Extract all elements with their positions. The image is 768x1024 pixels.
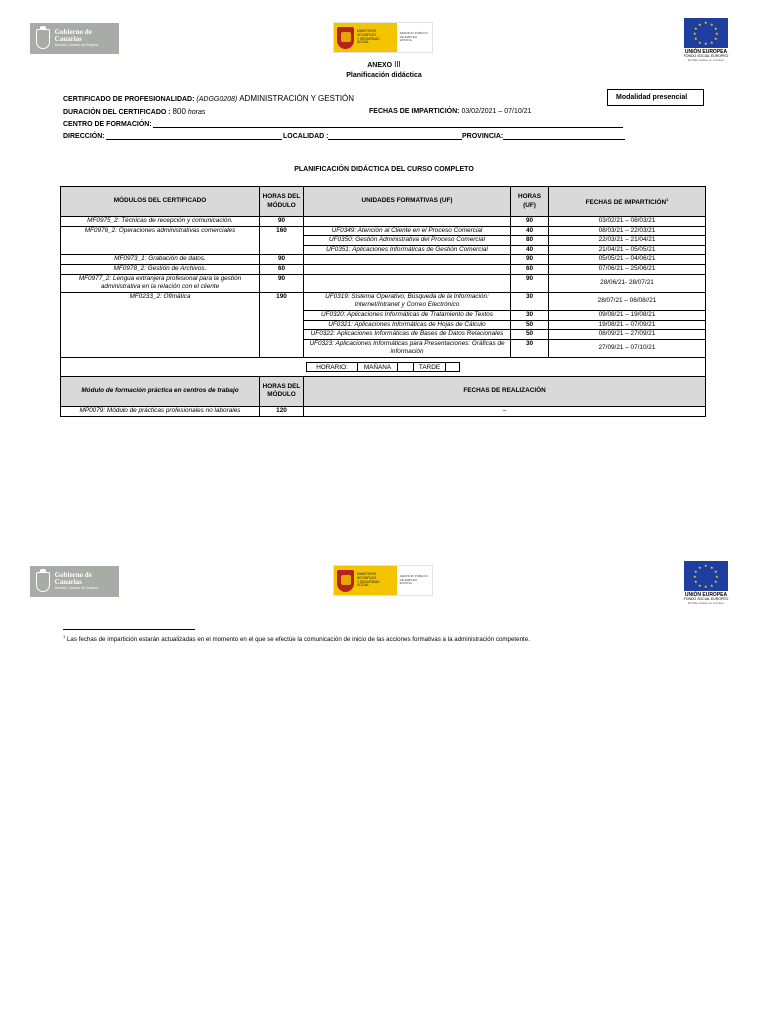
eu-logo-line-2: FONDO SOCIAL EUROPEO [683, 54, 729, 58]
eu-logo-line-1: UNIÓN EUROPEA [684, 592, 728, 598]
sepe-line-1: SERVICIO PÚBLICO [399, 31, 428, 36]
table-row [61, 217, 706, 227]
uf-cell: UF0323: Aplicaciones Informáticas para Presentaciones: Gráficas de información [304, 339, 511, 357]
modulo-cell: MF0975_2: Técnicas de recepción y comunicación. [61, 217, 260, 227]
header-uf: UNIDADES FORMATIVAS (UF) [304, 187, 511, 217]
practicas-horas-cell: 120 [260, 406, 304, 416]
union-europea-logo [683, 18, 729, 62]
horario-manana: MAÑANA [358, 362, 398, 372]
footnote-ref: 1 [666, 196, 669, 202]
horas-uf-cell: 60 [511, 264, 549, 274]
table-header-row [61, 187, 706, 217]
canarias-crest-icon [36, 572, 50, 592]
horario-label: HORARIO: [306, 362, 358, 372]
sepe-line-2: DE EMPLEO ESTATAL [399, 577, 418, 586]
uf-cell: UF0350: Gestión Administrativa del Proceso Comercial [304, 236, 511, 246]
fechas-cell: 19/08/21 – 07/09/21 [549, 320, 706, 330]
horas-modulo-cell: 90 [260, 274, 304, 292]
table-row [61, 264, 706, 274]
footnote-separator [63, 629, 195, 630]
table-row [61, 292, 706, 310]
eu-flag-icon: ★ ★ ★ ★ ★ ★ ★ ★ ★ ★ ★ ★ [684, 561, 728, 591]
header-horas-modulo: HORAS DEL MÓDULO [260, 187, 304, 217]
modulo-cell: MF0977_2: Lengua extranjera profesional para la gestión administrativa en la relación con el cliente [61, 274, 260, 292]
fechas-cell: 27/09/21 – 07/10/21 [549, 339, 706, 357]
uf-cell: UF0319: Sistema Operativo, Búsqueda de la Información: Internet/Intranet y Correo Electrónico [304, 292, 511, 310]
direccion-label: DIRECCIÓN: [63, 133, 105, 140]
localidad-label: LOCALIDAD : [283, 133, 329, 140]
uf-cell [304, 274, 511, 292]
ministerio-line-3: Y SEGURIDAD SOCIAL [356, 579, 380, 588]
annex-title-prefix: ANEXO [367, 62, 393, 69]
practicas-header-modulo: Módulo de formación práctica en centros de trabajo [61, 376, 260, 406]
table-row [61, 226, 706, 236]
horas-modulo-cell: 90 [260, 255, 304, 265]
practicas-header-row [61, 376, 706, 406]
practicas-header-fechas: FECHAS DE REALIZACIÓN [304, 376, 706, 406]
spain-coat-of-arms-icon [337, 570, 354, 592]
canarias-logo-subtitle: Servicio Canario de Empleo [54, 43, 99, 48]
practicas-header-horas: HORAS DEL MÓDULO [260, 376, 304, 406]
practicas-modulo-cell: MP0079: Módulo de prácticas profesionales no laborales [61, 406, 260, 416]
uf-cell [304, 217, 511, 227]
ministerio-line-2: DE EMPLEO [356, 32, 377, 37]
modulo-cell: MF0978_2: Gestión de Archivos. [61, 264, 260, 274]
modulo-cell: MF0976_2: Operaciones administrativas comerciales [61, 226, 260, 255]
fechas-cell: 28/07/21 – 06/08//21 [549, 292, 706, 310]
horas-uf-cell: 80 [511, 236, 549, 246]
fechas-line [369, 106, 532, 117]
horas-uf-cell: 40 [511, 245, 549, 255]
centro-label: CENTRO DE FORMACIÓN: [63, 121, 152, 128]
canarias-crest-icon [36, 29, 50, 49]
spain-coat-of-arms-icon [337, 27, 354, 49]
fechas-cell: 05/05/21 – 04/06/21 [549, 255, 706, 265]
ministerio-logo [333, 22, 433, 53]
duracion-value: 800 [172, 107, 186, 116]
horario-tarde-checkbox[interactable] [446, 362, 460, 372]
fechas-cell: 07/06/21 – 25/06/21 [549, 264, 706, 274]
gobierno-canarias-logo [30, 23, 119, 54]
eu-logo-line-1: UNIÓN EUROPEA [684, 49, 728, 55]
ministerio-line-2: DE EMPLEO [356, 575, 377, 580]
ministerio-line-1: MINISTERIO [356, 28, 377, 33]
eu-logo-line-2: FONDO SOCIAL EUROPEO [683, 597, 729, 601]
horas-modulo-cell: 160 [260, 226, 304, 255]
fechas-cell: 08/09/21 – 27/09/21 [549, 330, 706, 340]
practicas-fechas-cell: – [304, 406, 706, 416]
centro-field-line [153, 127, 623, 128]
fechas-cell: 03/02/21 – 08/03/21 [549, 217, 706, 227]
fechas-cell: 22/03/21 – 21/04/21 [549, 236, 706, 246]
horario-manana-checkbox[interactable] [398, 362, 414, 372]
footnote-mark: 1 [63, 634, 66, 639]
horas-modulo-cell: 90 [260, 217, 304, 227]
fechas-label: FECHAS DE IMPARTICIÓN: [369, 108, 460, 115]
modalidad-box: Modalidad presencial [607, 89, 704, 106]
horas-modulo-cell: 60 [260, 264, 304, 274]
horas-uf-cell: 50 [511, 320, 549, 330]
uf-cell [304, 264, 511, 274]
horario-cell [61, 357, 706, 376]
localidad-field-line [328, 139, 462, 140]
eu-flag-icon: ★ ★ ★ ★ ★ ★ ★ ★ ★ ★ ★ ★ [684, 18, 728, 48]
uf-cell: UF0349: Atención al Cliente en el Proceso Comercial [304, 226, 511, 236]
horas-uf-cell: 50 [511, 330, 549, 340]
cert-line [63, 93, 623, 105]
uf-cell: UF0351: Aplicaciones Informáticas de Gestión Comercial [304, 245, 511, 255]
cert-code: (ADGG0208) [196, 96, 238, 103]
horas-uf-cell: 30 [511, 292, 549, 310]
horas-uf-cell: 30 [511, 339, 549, 357]
horas-uf-cell: 90 [511, 217, 549, 227]
canarias-logo-subtitle: Servicio Canario de Empleo [54, 586, 99, 591]
fechas-value: 03/02/2021 – 07/10/21 [461, 108, 532, 115]
uf-cell [304, 255, 511, 265]
horas-uf-cell: 90 [511, 255, 549, 265]
gobierno-canarias-logo-footer [30, 566, 119, 597]
horario-row [61, 357, 706, 376]
cert-name: ADMINISTRACIÓN Y GESTIÓN [239, 94, 355, 103]
uf-cell: UF0321: Aplicaciones Informáticas de Hojas de Cálculo [304, 320, 511, 330]
horario-tarde: TARDE [414, 362, 446, 372]
eu-logo-line-3: El FSE invierte en tu futuro [688, 57, 724, 62]
direccion-field-line [106, 139, 282, 140]
provincia-label: PROVINCIA: [462, 133, 504, 140]
duracion-unit: horas [187, 109, 206, 116]
ministerio-line-3: Y SEGURIDAD SOCIAL [356, 36, 380, 45]
provincia-field-line [503, 139, 625, 140]
duracion-line [63, 106, 205, 118]
ministerio-logo-footer [333, 565, 433, 596]
table-row [61, 274, 706, 292]
ministerio-line-1: MINISTERIO [356, 571, 377, 576]
cert-label: CERTIFICADO DE PROFESIONALIDAD: [63, 96, 195, 103]
union-europea-logo-footer [683, 561, 729, 605]
horas-modulo-cell: 190 [260, 292, 304, 357]
header-fechas [549, 187, 706, 217]
header-fechas-label: FECHAS DE IMPARTICIÓN [585, 198, 667, 206]
horas-uf-cell: 90 [511, 274, 549, 292]
sepe-line-2: DE EMPLEO ESTATAL [399, 34, 418, 43]
horas-uf-cell: 30 [511, 310, 549, 320]
uf-cell: UF0320: Aplicaciones Informáticas de Tratamiento de Textos [304, 310, 511, 320]
header-modulos: MÓDULOS DEL CERTIFICADO [61, 187, 260, 217]
footnote [63, 634, 530, 643]
modulo-cell: MF0233_2: Ofimática [61, 292, 260, 357]
uf-cell: UF0322: Aplicaciones Informáticas de Bases de Datos Relacionales [304, 330, 511, 340]
horas-uf-cell: 40 [511, 226, 549, 236]
practicas-row [61, 406, 706, 416]
duracion-label: DURACIÓN DEL CERTIFICADO : [63, 109, 171, 116]
fechas-cell: 08/03/21 – 22/03/21 [549, 226, 706, 236]
fechas-cell: 21/04/21 – 05/05/21 [549, 245, 706, 255]
table-row [61, 255, 706, 265]
header-horas-uf: HORAS (UF) [511, 187, 549, 217]
footnote-text: Las fechas de impartición estarán actualizadas en el momento en el que se efectúe la comunicación de inicio de las acciones formativas a la administración competente. [66, 636, 530, 644]
modulo-cell: MF0973_1: Grabación de datos. [61, 255, 260, 265]
section-title: PLANIFICACIÓN DIDÁCTICA DEL CURSO COMPLETO [294, 166, 474, 173]
planificacion-table [60, 186, 706, 417]
eu-logo-line-3: El FSE invierte en tu futuro [688, 600, 724, 605]
annex-subtitle: Planificación didáctica [346, 72, 422, 79]
canarias-logo-title: Gobierno de Canarias [54, 28, 92, 44]
annex-title-roman: III [394, 60, 401, 69]
sepe-line-1: SERVICIO PÚBLICO [399, 574, 428, 579]
fechas-cell: 09/08/21 – 19/08/21 [549, 310, 706, 320]
fechas-cell: 28/06/21- 28/07/21 [549, 274, 706, 292]
canarias-logo-title: Gobierno de Canarias [54, 571, 92, 587]
